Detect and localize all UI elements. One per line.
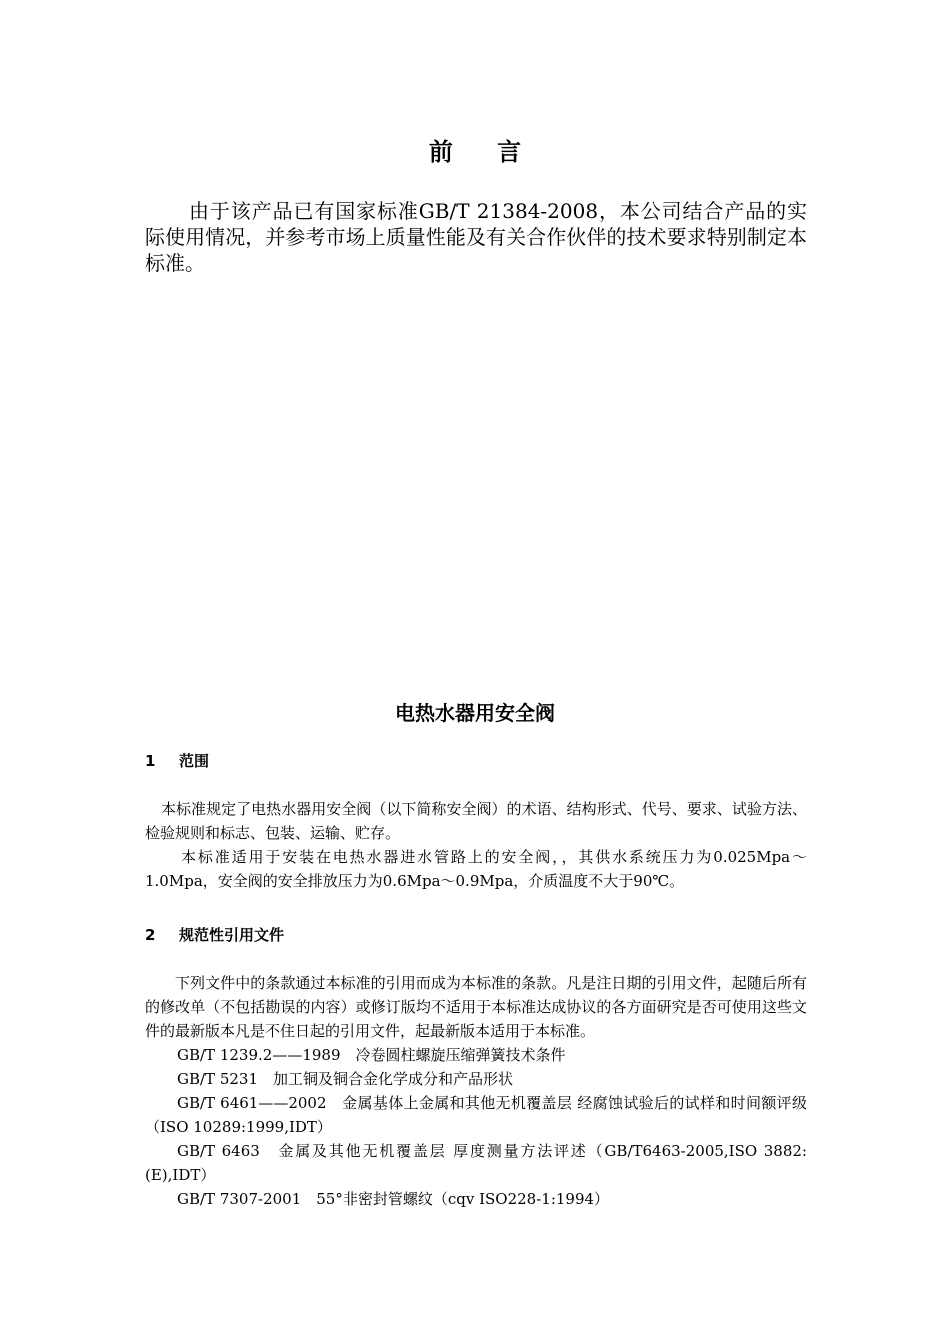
foreword-paragraph: 由于该产品已有国家标准GB/T 21384-2008，本公司结合产品的实际使用情况，并参考市场上质量性能及有关合作伙伴的技术要求特别制定本标准。 bbox=[145, 199, 807, 275]
paragraph: 下列文件中的条款通过本标准的引用而成为本标准的条款。凡是注日期的引用文件，起随后所有的修改单（不包括勘误的内容）或修订版均不适用于本标准达成协议的各方面研究是否可使用这些文件的最新版本凡是不住日起的引用文件，起最新版本适用于本标准。 bbox=[145, 974, 807, 1040]
reference-item: GB/T 6463 金属及其他无机覆盖层 厚度测量方法评述（GB/T6463-2005,ISO 3882:(E),IDT） bbox=[145, 1142, 807, 1184]
section-number: 2 bbox=[145, 926, 156, 944]
section-title: 范围 bbox=[179, 752, 210, 770]
section-2-body bbox=[145, 971, 807, 1211]
paragraph: 本标准规定了电热水器用安全阀（以下简称安全阀）的术语、结构形式、代号、要求、试验方法、检验规则和标志、包装、运输、贮存。 bbox=[145, 800, 807, 842]
reference-item: GB/T 1239.2——1989 冷卷圆柱螺旋压缩弹簧技术条件 bbox=[177, 1046, 566, 1064]
section-title: 规范性引用文件 bbox=[179, 926, 285, 944]
section-1-body bbox=[145, 797, 807, 893]
section-2-heading bbox=[145, 924, 284, 945]
foreword-title: 前 言 bbox=[428, 137, 540, 166]
paragraph: 本标准适用于安装在电热水器进水管路上的安全阀，，其供水系统压力为0.025Mpa～1.0Mpa，安全阀的安全排放压力为0.6Mpa～0.9Mpa，介质温度不大于90℃。 bbox=[145, 848, 807, 890]
section-1-heading bbox=[145, 750, 209, 771]
standard-title: 电热水器用安全阀 bbox=[395, 701, 555, 725]
reference-item: GB/T 6461——2002 金属基体上金属和其他无机覆盖层 经腐蚀试验后的试样和时间额评级（ISO 10289:1999,IDT） bbox=[145, 1094, 807, 1136]
reference-item: GB/T 7307-2001 55°非密封管螺纹（cqv ISO228-1:1994） bbox=[177, 1190, 610, 1208]
section-number: 1 bbox=[145, 752, 156, 770]
reference-item: GB/T 5231 加工铜及铜合金化学成分和产品形状 bbox=[177, 1070, 514, 1088]
